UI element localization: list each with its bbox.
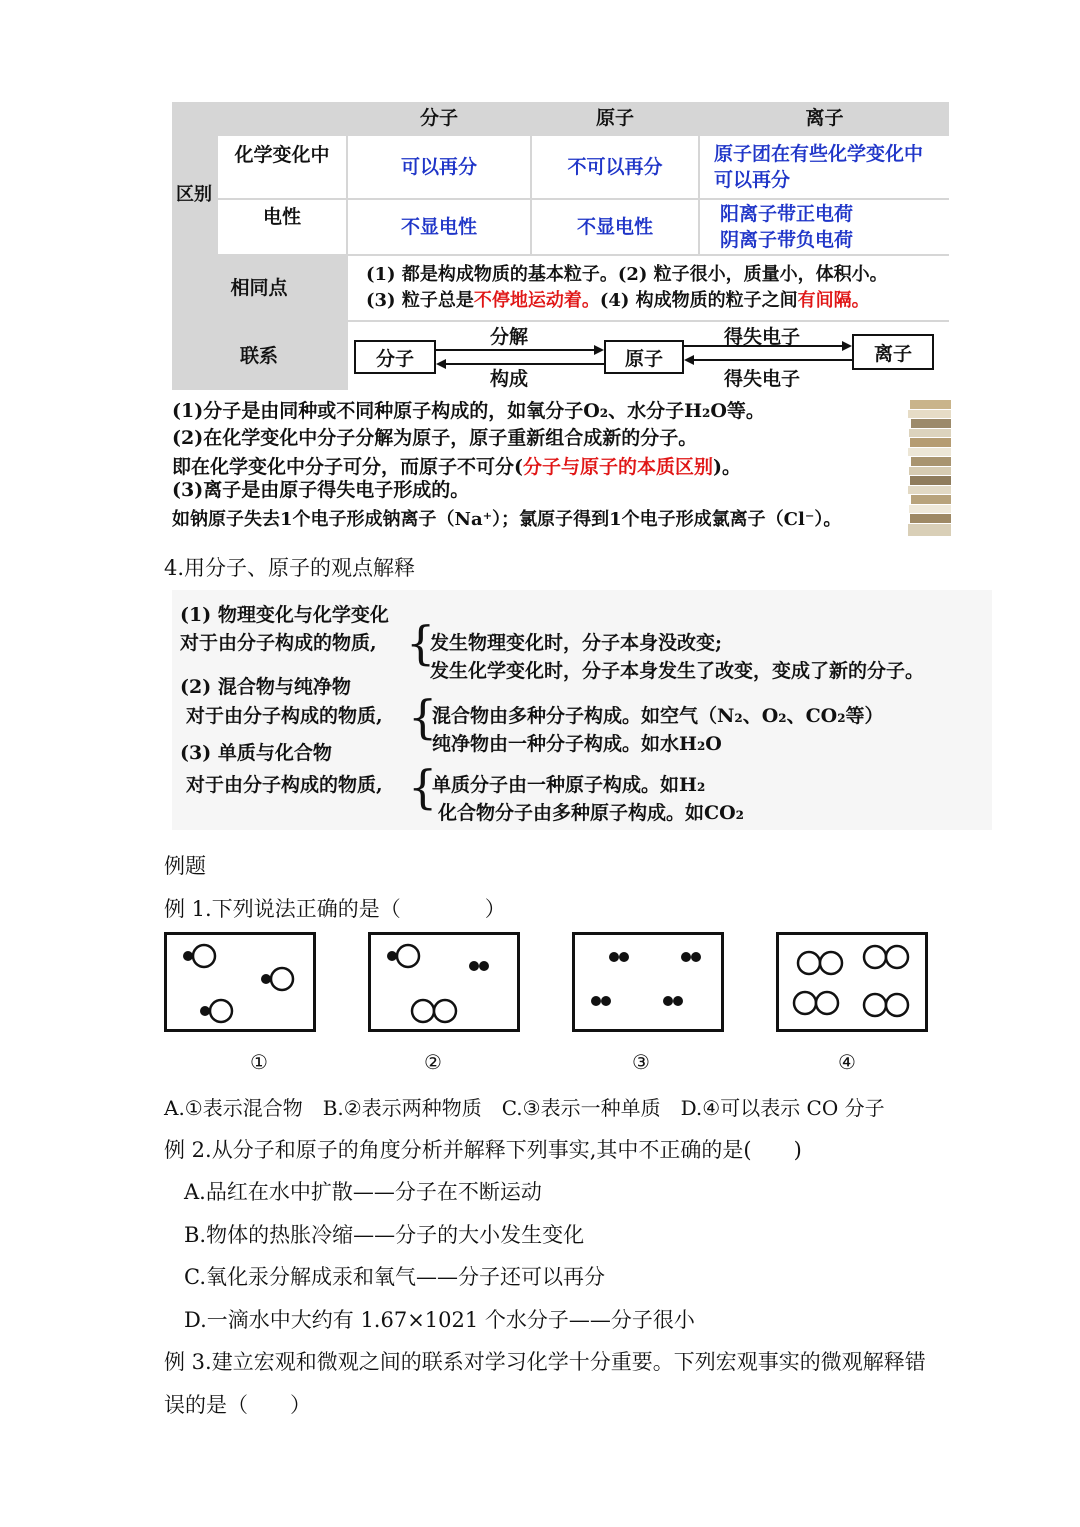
header-ion: 离子 [700,102,949,134]
diagram-1-atom-black [261,974,271,984]
cell-molecule-charge: 不显电性 [348,200,530,254]
diagram-4-molecules [779,935,925,1029]
same-line-2a: (3) 粒子总是 [366,290,474,311]
diagram-1-molecules [167,935,313,1029]
diagram-1-atom-black [183,951,193,961]
example-2-option-a: A.品红在水中扩散——分子在不断运动 [184,1180,542,1204]
diagram-3-atom-black [681,952,691,962]
example-3-question-line-1: 例 3.建立宏观和微观之间的联系对学习化学十分重要。下列宏观事实的微观解释错 [164,1350,926,1374]
diagram-3-molecules [575,935,721,1029]
diagram-4-atom-white [864,946,886,968]
example-2-option-d: D.一滴水中大约有 1.67×1021 个水分子——分子很小 [184,1308,695,1332]
cell-atom-divisible: 不可以再分 [532,136,698,198]
diagram-3-atom-black [609,952,619,962]
note-line-4: (3)离子是由原子得失电子形成的。 [172,479,470,501]
note-line-5: 如钠原子失去1个电子形成钠离子（Na⁺）；氯原子得到1个电子形成氯离子（Cl⁻）。 [172,509,842,530]
relation-box-molecule: 分子 [354,340,436,374]
note-line-1: (1)分子是由同种或不同种原子构成的，如氧分子O₂、水分子H₂O等。 [172,400,765,422]
sec4-branch-2b: 纯净物由一种分子构成。如水H₂O [432,733,722,755]
sec4-branch-1b: 发生化学变化时，分子本身发生了改变，变成了新的分子。 [430,660,925,682]
diagram-1-atom-white [271,968,293,990]
examples-heading: 例题 [164,854,206,878]
book-stack-icon [908,398,953,538]
sec4-branch-2a: 混合物由多种分子构成。如空气（N₂、O₂、CO₂等） [432,705,884,727]
sec4-lead-2: 对于由分子构成的物质, [186,705,383,727]
diagram-3-atom-black [673,996,683,1006]
same-line-2c: (4) 构成物质的粒子之间 [599,290,798,311]
row-group-label: 区别 [172,136,216,254]
arrow-label-decompose: 分解 [490,326,529,348]
sec4-lead-3: 对于由分子构成的物质, [186,774,383,796]
diagram-1-atom-white [210,1000,232,1022]
diagram-1-atom-white [193,945,215,967]
diagram-3-atom-black [619,952,629,962]
brace-1: { [406,616,436,670]
diagram-label-1: ① [250,1050,268,1074]
brace-2: { [408,690,438,744]
arrow-label-electron-top: 得失电子 [724,326,801,348]
section4-box [172,590,992,830]
example-3-question-line-2: 误的是（ ） [164,1393,311,1417]
header-atom: 原子 [532,102,698,134]
relation-box-atom: 原子 [604,340,684,374]
sec4-branch-1a: 发生物理变化时，分子本身没改变; [430,632,723,654]
diagram-2-molecules [371,935,517,1029]
same-line-2d: 有间隔。 [797,290,870,311]
example-1-question: 例 1.下列说法正确的是（ ） [164,897,506,921]
diagram-4-atom-white [794,992,816,1014]
diagram-label-4: ④ [838,1050,856,1074]
diagram-2-atom-white [412,1000,434,1022]
diagram-3-atom-black [691,952,701,962]
diagram-4-atom-white [798,952,820,974]
row-label-same: 相同点 [172,256,346,320]
diagram-2-atom-white [397,945,419,967]
note-line-3a: 即在化学变化中分子可分，而原子不可分( [172,456,523,478]
diagram-4-atom-white [816,992,838,1014]
sec4-branch-3a: 单质分子由一种原子构成。如H₂ [432,774,706,796]
relation-arrows [172,102,949,390]
cell-atom-charge: 不显电性 [532,200,698,254]
diagram-4-atom-white [820,952,842,974]
diagram-2-atom-white [434,1000,456,1022]
row-label-chemical-change: 化学变化中 [218,136,346,198]
diagram-4-atom-white [886,946,908,968]
sec4-lead-1: 对于由分子构成的物质, [180,632,377,654]
cell-ion-divisible: 原子团在有些化学变化中可以再分 [700,136,949,198]
example-2-option-b: B.物体的热胀冷缩——分子的大小发生变化 [184,1223,585,1247]
diagram-2-atom-black [479,961,489,971]
comparison-table [172,102,949,390]
same-line-1: (1) 都是构成物质的基本粒子。(2) 粒子很小，质量小，体积小。 [366,264,888,285]
cell-molecule-divisible: 可以再分 [348,136,530,198]
diagram-3 [572,932,724,1032]
header-molecule: 分子 [348,102,530,134]
arrow-label-compose: 构成 [490,368,529,390]
diagram-3-atom-black [591,996,601,1006]
diagram-2-atom-black [469,961,479,971]
brace-3: { [408,760,438,814]
diagram-3-atom-black [663,996,673,1006]
diagram-1 [164,932,316,1032]
diagram-4-atom-white [864,994,886,1016]
relation-box-ion: 离子 [852,334,934,370]
arrow-label-electron-bottom: 得失电子 [724,368,801,390]
example-2-question: 例 2.从分子和原子的角度分析并解释下列事实,其中不正确的是( ) [164,1138,802,1162]
diagram-label-3: ③ [632,1050,650,1074]
diagram-4-atom-white [886,994,908,1016]
example-2-option-c: C.氧化汞分解成汞和氧气——分子还可以再分 [184,1265,605,1289]
example-1-options: A.①表示混合物 B.②表示两种物质 C.③表示一种单质 D.④可以表示 CO 分子 [164,1096,885,1120]
sec4-heading-3: (3) 单质与化合物 [180,742,332,764]
cell-ion-charge: 阳离子带正电荷 阴离子带负电荷 [700,200,949,254]
diagram-3-atom-black [601,996,611,1006]
row-label-charge: 电性 [218,200,346,254]
sec4-branch-3b: 化合物分子由多种原子构成。如CO₂ [438,802,744,824]
diagram-2-atom-black [387,951,397,961]
row-label-relation: 联系 [172,322,346,390]
diagram-label-2: ② [424,1050,442,1074]
diagram-4 [776,932,928,1032]
sec4-heading-1: (1) 物理变化与化学变化 [180,604,389,626]
diagram-2 [368,932,520,1032]
diagram-1-atom-black [200,1006,210,1016]
sec4-heading-2: (2) 混合物与纯净物 [180,676,351,698]
notes-block [172,398,952,533]
note-line-3c: )。 [713,456,742,478]
section4-title: 4.用分子、原子的观点解释 [164,556,416,580]
same-line-2b: 不停地运动着。 [473,290,600,311]
note-line-2: (2)在化学变化中分子分解为原子，原子重新组合成新的分子。 [172,427,698,449]
note-essential-difference: 分子与原子的本质区别 [523,456,714,478]
